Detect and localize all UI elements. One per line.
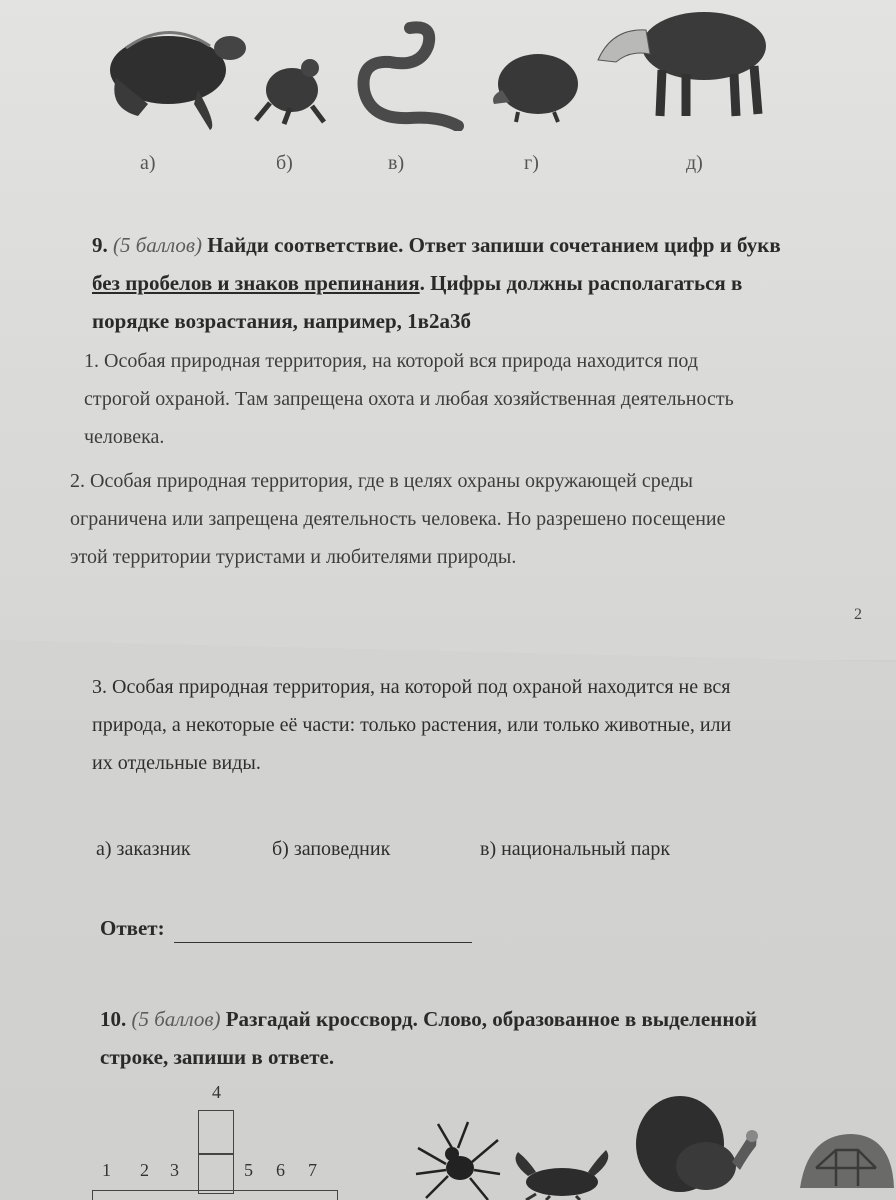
task10-line2: строке, запиши в ответе. xyxy=(100,1045,335,1069)
option-a: а) заказник xyxy=(96,838,191,860)
crossword-number-5: 5 xyxy=(244,1160,253,1180)
snake-icon xyxy=(350,16,470,131)
crossword-highlighted-row xyxy=(92,1190,338,1200)
task9-item2-line3: этой территории туристами и любителями природы. xyxy=(70,546,517,568)
task9-line1 xyxy=(92,226,862,264)
animal-letter-a: а) xyxy=(140,152,156,174)
task9-item3-line3: их отдельные виды. xyxy=(92,752,261,774)
task9-underlined-text: без пробелов и знаков препинания xyxy=(92,271,420,295)
task9-item3-line1: 3. Особая природная территория, на которой под охраной находится не вся xyxy=(92,676,731,698)
animal-letter-g: г) xyxy=(524,152,539,174)
task9-header xyxy=(92,226,862,340)
task9-item2-line1: 2. Особая природная территория, где в целях охраны окружающей среды xyxy=(70,470,693,492)
crossword-number-2: 2 xyxy=(140,1160,149,1180)
crossword-number-6: 6 xyxy=(276,1160,285,1180)
task9-item1 xyxy=(84,342,874,456)
animal-letter-d: д) xyxy=(686,152,703,174)
hedgehog-icon xyxy=(488,40,583,125)
crayfish-icon xyxy=(506,1146,618,1200)
task10-points: (5 баллов) xyxy=(131,1007,221,1031)
task10-line1 xyxy=(100,1000,820,1038)
task9-line2 xyxy=(92,264,862,302)
crossword-cell[interactable] xyxy=(198,1110,234,1154)
turtle-icon xyxy=(98,8,248,133)
task10-number: 10. xyxy=(100,1007,127,1031)
task9-instruction-2: . Цифры должны располагаться в xyxy=(419,271,743,295)
task9-line3: порядке возрастания, например, 1в2а3б xyxy=(92,309,472,333)
crossword-cell[interactable] xyxy=(198,1154,234,1194)
animal-letter-b: б) xyxy=(276,152,293,174)
task10-instruction-1: Разгадай кроссворд. Слово, образованное в выделенной xyxy=(225,1007,758,1031)
option-v: в) национальный парк xyxy=(480,838,671,860)
task9-points: (5 баллов) xyxy=(113,233,202,257)
spider-icon xyxy=(412,1118,502,1200)
crossword-number-7: 7 xyxy=(308,1160,317,1180)
animal-letter-v: в) xyxy=(388,152,405,174)
crossword-number-3: 3 xyxy=(170,1160,179,1180)
task9-item3 xyxy=(92,668,872,782)
answer-field[interactable] xyxy=(174,918,472,943)
task10-header xyxy=(100,1000,820,1076)
option-b: б) заповедник xyxy=(272,838,391,860)
answer-label: Ответ: xyxy=(100,916,165,940)
task9-item2 xyxy=(70,462,870,576)
task9-item2-line2: ограничена или запрещена деятельность человека. Но разрешено посещение xyxy=(70,508,726,530)
page-number: 2 xyxy=(854,606,862,623)
tortoise-icon xyxy=(796,1128,896,1200)
crossword-number-1: 1 xyxy=(102,1160,111,1180)
task9-item1-line3: человека. xyxy=(84,426,165,448)
frog-icon xyxy=(250,48,330,128)
task9-instruction-1: Найди соответствие. Ответ запиши сочетанием цифр и букв xyxy=(207,233,781,257)
task9-item1-line1: 1. Особая природная территория, на которой вся природа находится под xyxy=(84,350,699,372)
task9-item3-line2: природа, а некоторые её части: только растения, или только животные, или xyxy=(92,714,732,736)
turkey-icon xyxy=(628,1090,768,1200)
task9-number: 9. xyxy=(92,233,108,257)
tapir-icon xyxy=(594,0,774,120)
crossword-number-4: 4 xyxy=(212,1082,221,1102)
task9-item1-line2: строгой охраной. Там запрещена охота и любая хозяйственная деятельность xyxy=(84,388,734,410)
